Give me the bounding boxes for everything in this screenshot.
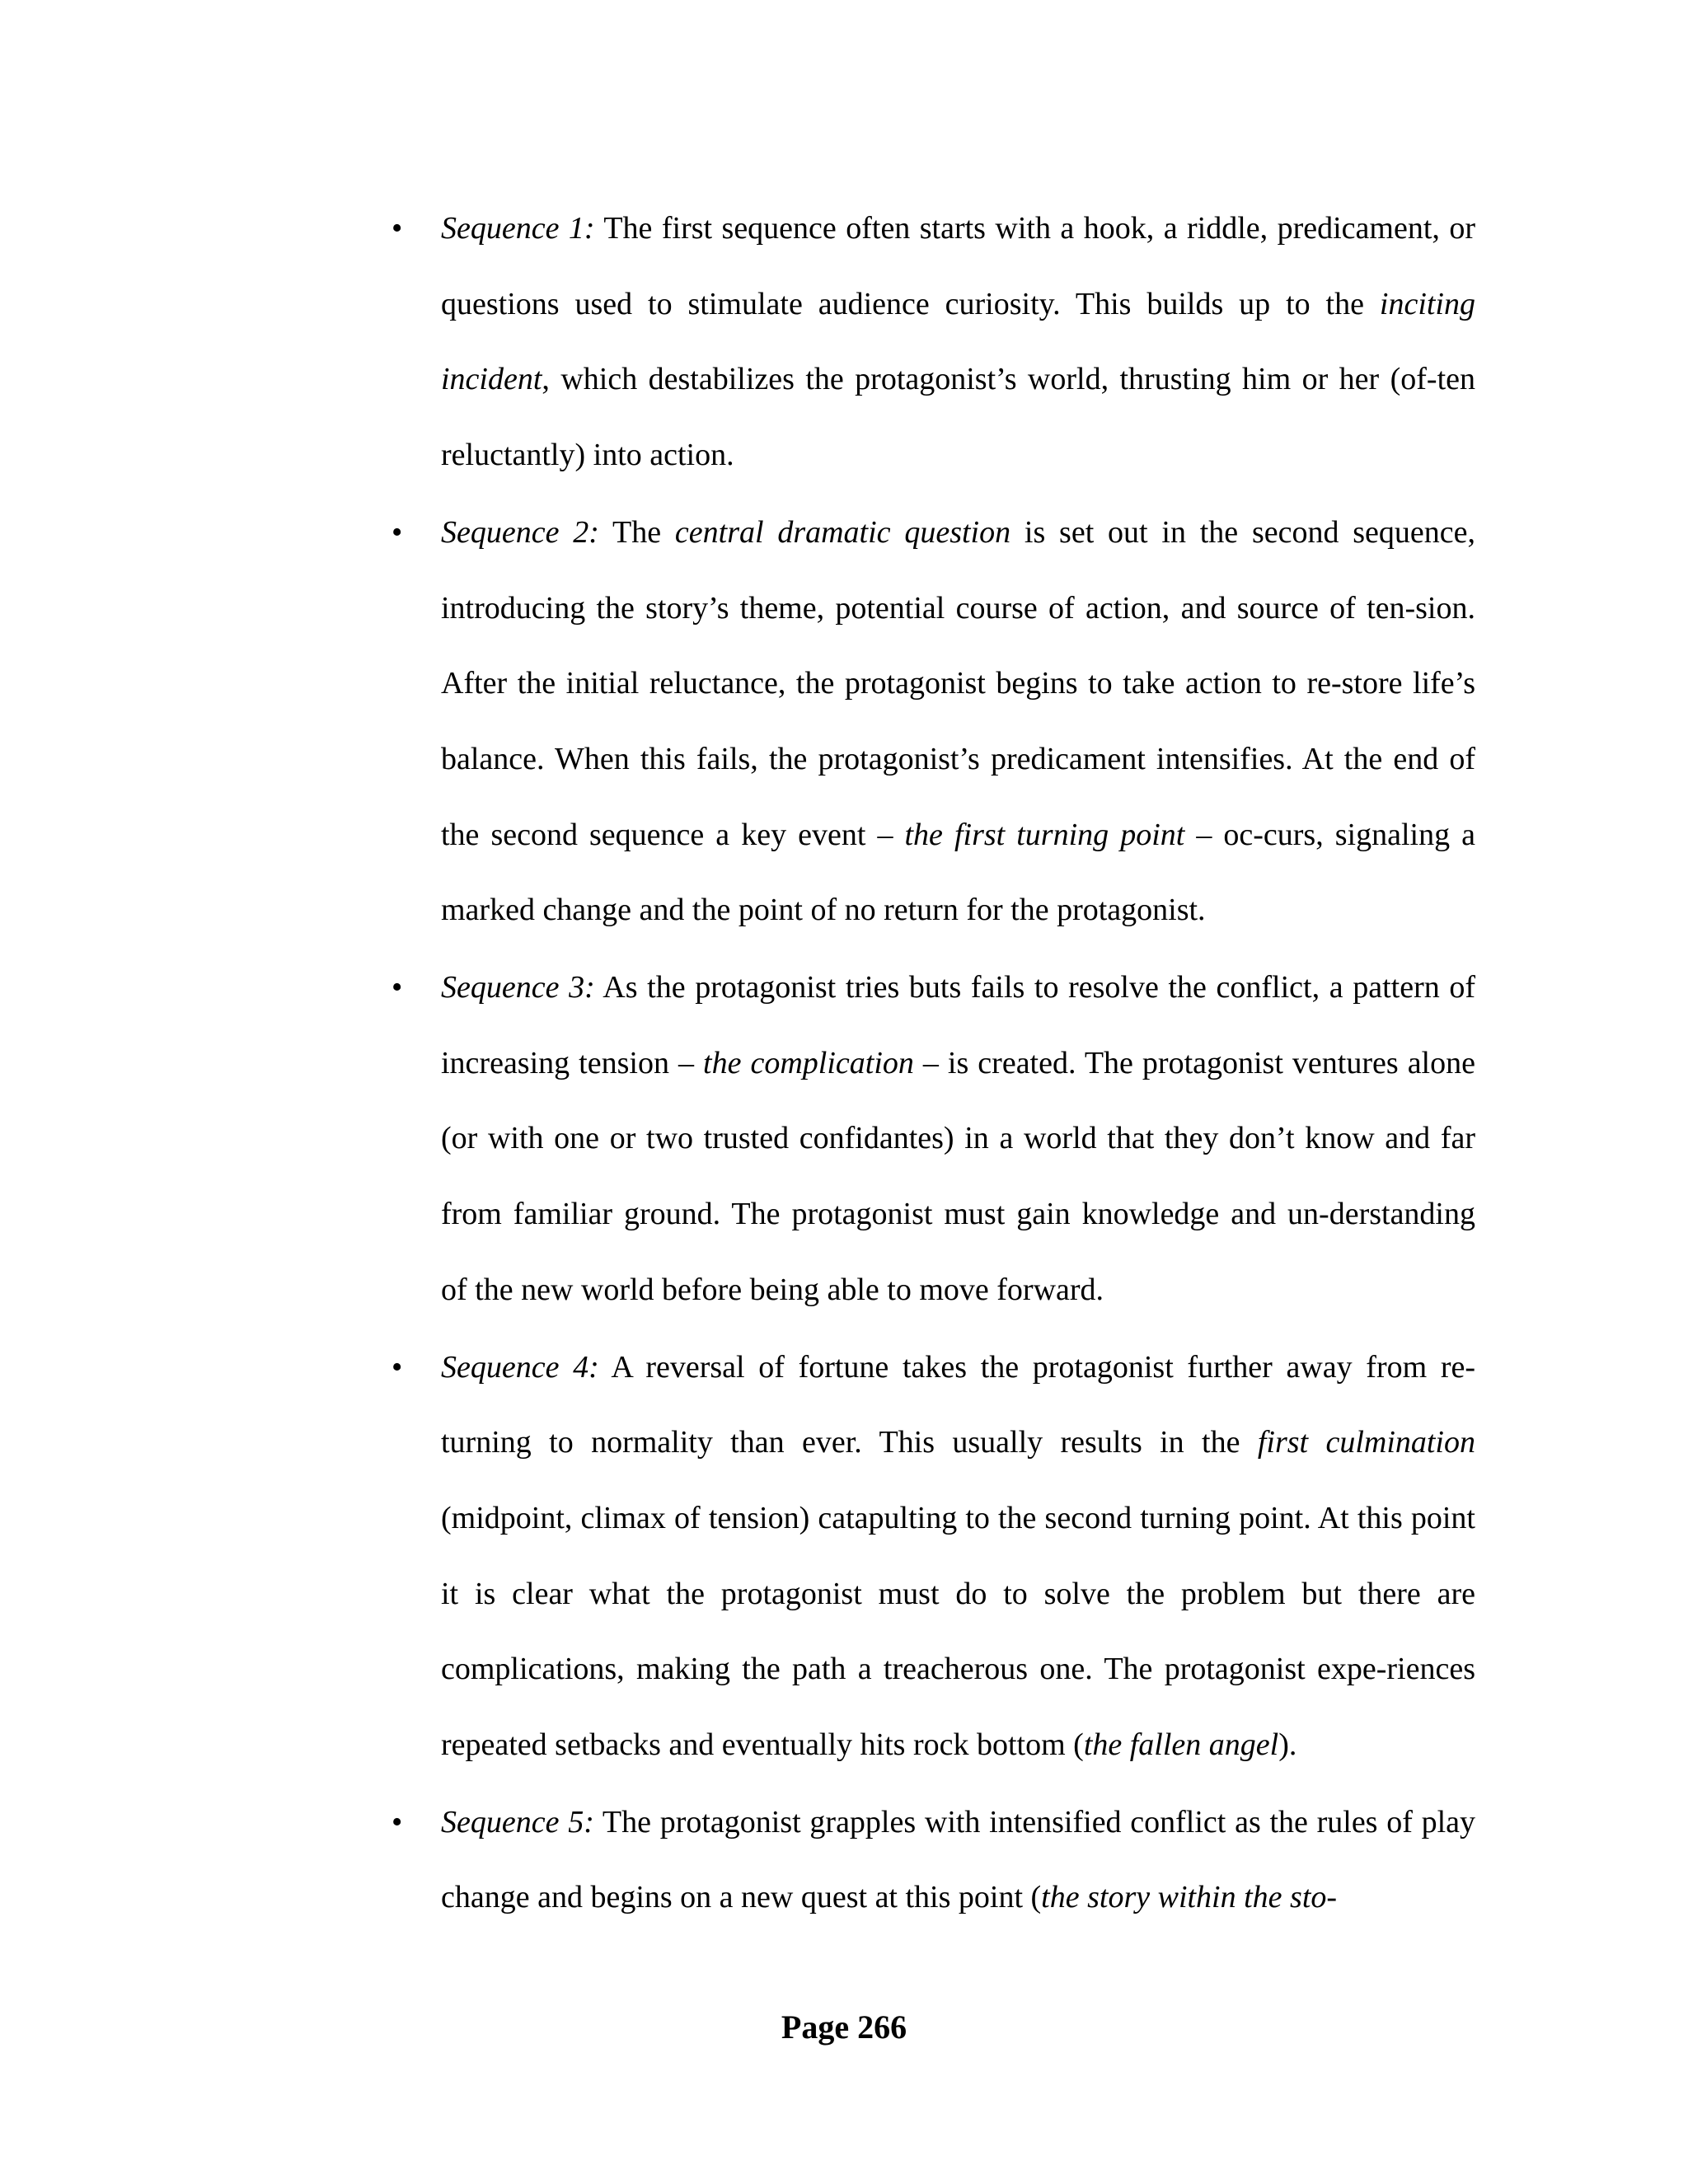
page-number: Page 266: [781, 2008, 907, 2046]
list-item-text: [441, 950, 1475, 1329]
list-item-text: [441, 1330, 1475, 1783]
list-item-sequence-2: [387, 495, 1475, 949]
italic-text-segment: Sequence 3:: [441, 970, 595, 1005]
bullet-icon: •: [392, 1349, 403, 1385]
bullet-icon: •: [392, 1804, 403, 1840]
text-segment: – oc-curs, signaling a marked change and the point of no return for the protagonist.: [441, 817, 1475, 928]
italic-text-segment: central dramatic question: [674, 514, 1011, 550]
list-item-sequence-4: [387, 1330, 1475, 1783]
list-item-text: [441, 1785, 1475, 1936]
italic-text-segment: Sequence 1:: [441, 211, 595, 246]
italic-text-segment: Sequence 4:: [441, 1349, 599, 1385]
text-segment: A reversal of fortune takes the protagonist further away from re-turning to normality than ever. This usually results in the: [441, 1349, 1475, 1460]
list-item-text: [441, 191, 1475, 494]
bullet-icon: •: [392, 514, 403, 550]
main-content: [387, 191, 1475, 1938]
italic-text-segment: the story within the sto-: [1041, 1880, 1338, 1915]
text-segment: As the protagonist tries buts fails to resolve the conflict, a pattern of increasing tension –: [441, 970, 1476, 1080]
text-segment: (midpoint, climax of tension) catapulting to the second turning point. At this point it is clear what the protagonist must do to solve the problem but there are complications, making the path a treacherous one. The protagonist expe-riences repeated setbacks and eventually hits rock bottom (: [441, 1500, 1475, 1763]
list-item-sequence-1: [387, 191, 1475, 494]
list-item-sequence-5: [387, 1785, 1475, 1936]
italic-text-segment: inciting incident: [441, 286, 1475, 397]
bullet-icon: •: [392, 211, 403, 246]
italic-text-segment: Sequence 5:: [441, 1804, 594, 1840]
text-segment: – is created. The protagonist ventures alone (or with one or two trusted confidantes) in a world that they don’t know and far from familiar ground. The protagonist must gain knowledge and un-derstanding of the new world before being able to move forward.: [441, 1045, 1475, 1307]
text-segment: The first sequence often starts with a hook, a riddle, predicament, or questions used to stimulate audience curiosity. This builds up to the: [441, 211, 1475, 321]
list-item-sequence-3: [387, 950, 1475, 1329]
italic-text-segment: first culmination: [1257, 1425, 1475, 1460]
sequence-list: [387, 191, 1475, 1936]
bullet-icon: •: [392, 970, 403, 1005]
text-segment: The: [598, 514, 675, 550]
list-item-text: [441, 495, 1475, 949]
text-segment: , which destabilizes the protagonist’s world, thrusting him or her (of-ten reluctantly) into action.: [441, 362, 1475, 473]
text-segment: is set out in the second sequence, introducing the story’s theme, potential course of action, and source of ten-sion. After the initial reluctance, the protagonist begins to take action to re-store life’s balance. When this fails, the protagonist’s predicament intensifies. At the end of the second sequence a key event –: [441, 514, 1476, 852]
italic-text-segment: Sequence 2:: [441, 514, 599, 550]
text-segment: ).: [1278, 1727, 1297, 1763]
text-segment: The protagonist grapples with intensified conflict as the rules of play change and begins on a new quest at this point (: [441, 1804, 1476, 1915]
italic-text-segment: the complication: [703, 1045, 914, 1080]
italic-text-segment: the fallen angel: [1083, 1727, 1279, 1763]
italic-text-segment: the first turning point: [904, 817, 1185, 852]
